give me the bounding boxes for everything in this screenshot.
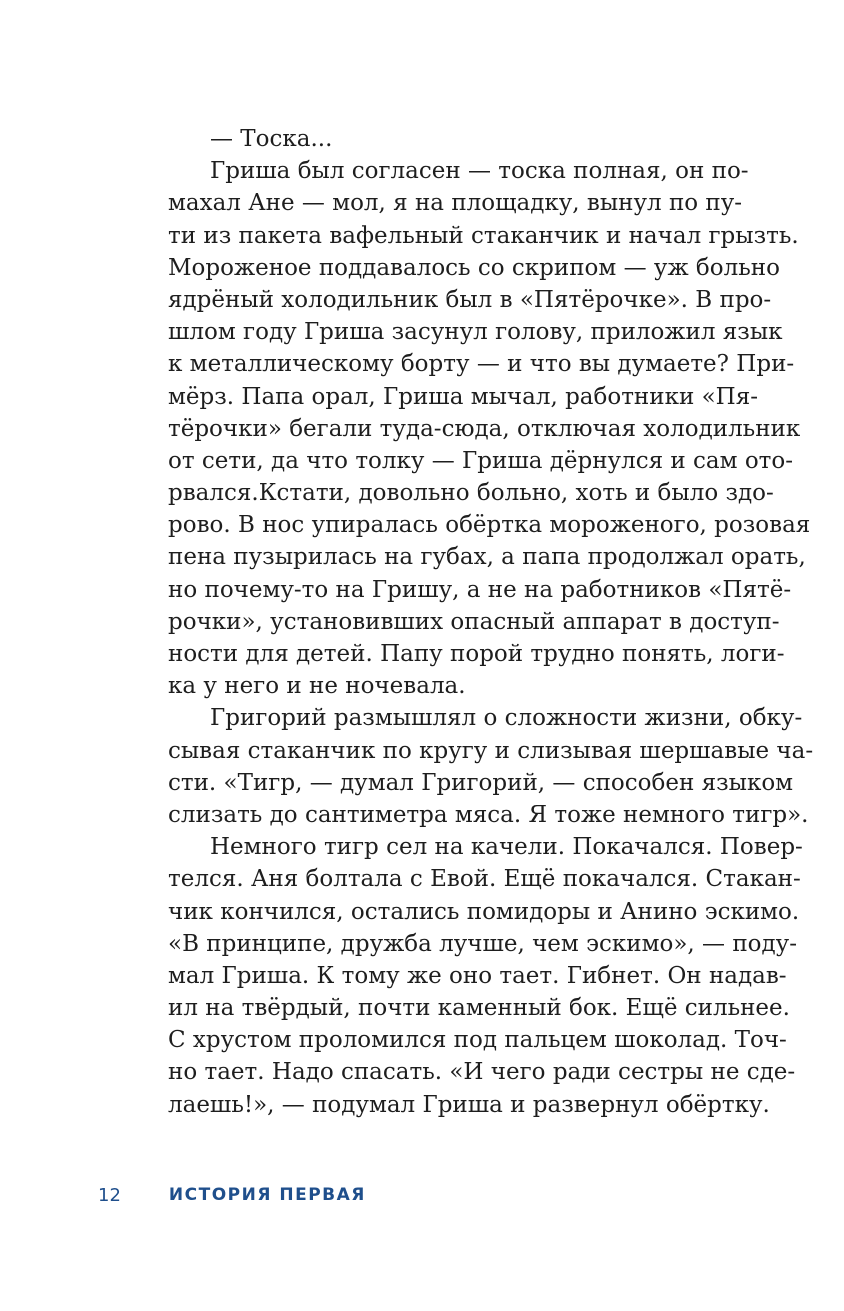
paragraph bbox=[168, 155, 811, 702]
text-line: от сети, да что толку — Гриша дёрнулся и сам ото- bbox=[168, 447, 794, 474]
text-line: «В принципе, дружба лучше, чем эскимо», — поду- bbox=[168, 930, 797, 957]
text-line: мал Гриша. К тому же оно тает. Гибнет. Он надав- bbox=[168, 962, 787, 989]
text-line: ности для детей. Папу порой трудно понять, логи- bbox=[168, 641, 785, 667]
text-line: мёрз. Папа орал, Гриша мычал, работники «Пя- bbox=[168, 383, 759, 410]
text-line: шлом году Гриша засунул голову, приложил язык bbox=[168, 319, 783, 346]
text-line: тёрочки» бегали туда-сюда, отключая холодильник bbox=[168, 415, 801, 442]
running-head: ИСТОРИЯ ПЕРВАЯ bbox=[168, 1185, 366, 1205]
text-line: — Тоска... bbox=[210, 126, 333, 152]
text-line: лаешь!», — подумал Гриша и развернул обёртку. bbox=[168, 1091, 770, 1118]
text-line: рвался.Кстати, довольно больно, хоть и было здо- bbox=[168, 480, 774, 507]
text-line: сывая стаканчик по кругу и слизывая шершавые ча- bbox=[168, 737, 814, 764]
text-line: но почему-то на Гришу, а не на работников «Пятё- bbox=[168, 576, 792, 603]
text-line: к металлическому борту — и что вы думаете? При- bbox=[168, 351, 795, 378]
text-line: ил на твёрдый, почти каменный бок. Ещё сильнее. bbox=[168, 995, 790, 1022]
text-line: телся. Аня болтала с Евой. Ещё покачался. Стакан- bbox=[168, 866, 801, 893]
text-line: махал Ане — мол, я на площадку, вынул по пу- bbox=[168, 190, 743, 217]
page-number: 12 bbox=[98, 1184, 121, 1206]
text-line: рово. В нос упиралась обёртка мороженого, розовая bbox=[168, 512, 811, 539]
page-footer bbox=[98, 1180, 366, 1210]
text-line: рочки», установивших опасный аппарат в доступ- bbox=[168, 608, 780, 635]
text-line: сти. «Тигр, — думал Григорий, — способен языком bbox=[168, 769, 794, 796]
text-line: ка у него и не ночевала. bbox=[168, 673, 466, 700]
text-line: Григорий размышлял о сложности жизни, обку- bbox=[210, 705, 803, 732]
text-line: слизать до сантиметра мяса. Я тоже немного тигр». bbox=[168, 801, 809, 828]
paragraph bbox=[168, 831, 803, 1121]
text-line: чик кончился, остались помидоры и Анино эскимо. bbox=[168, 898, 800, 925]
text-line: Мороженое поддавалось со скрипом — уж больно bbox=[168, 254, 780, 281]
text-line: Гриша был согласен — тоска полная, он по- bbox=[210, 158, 749, 185]
text-line: ти из пакета вафельный стаканчик и начал грызть. bbox=[168, 222, 799, 249]
text-line: ядрёный холодильник был в «Пятёрочке». В про- bbox=[168, 286, 772, 313]
text-line: Немного тигр сел на качели. Покачался. Повер- bbox=[210, 834, 803, 861]
paragraph bbox=[168, 702, 814, 831]
body-text bbox=[168, 123, 814, 1121]
text-line: пена пузырилась на губах, а папа продолжал орать, bbox=[168, 544, 806, 571]
text-line: С хрустом проломился под пальцем шоколад. Точ- bbox=[168, 1027, 787, 1054]
paragraph bbox=[168, 123, 738, 155]
text-line: но тает. Надо спасать. «И чего ради сестры не сде- bbox=[168, 1059, 796, 1086]
